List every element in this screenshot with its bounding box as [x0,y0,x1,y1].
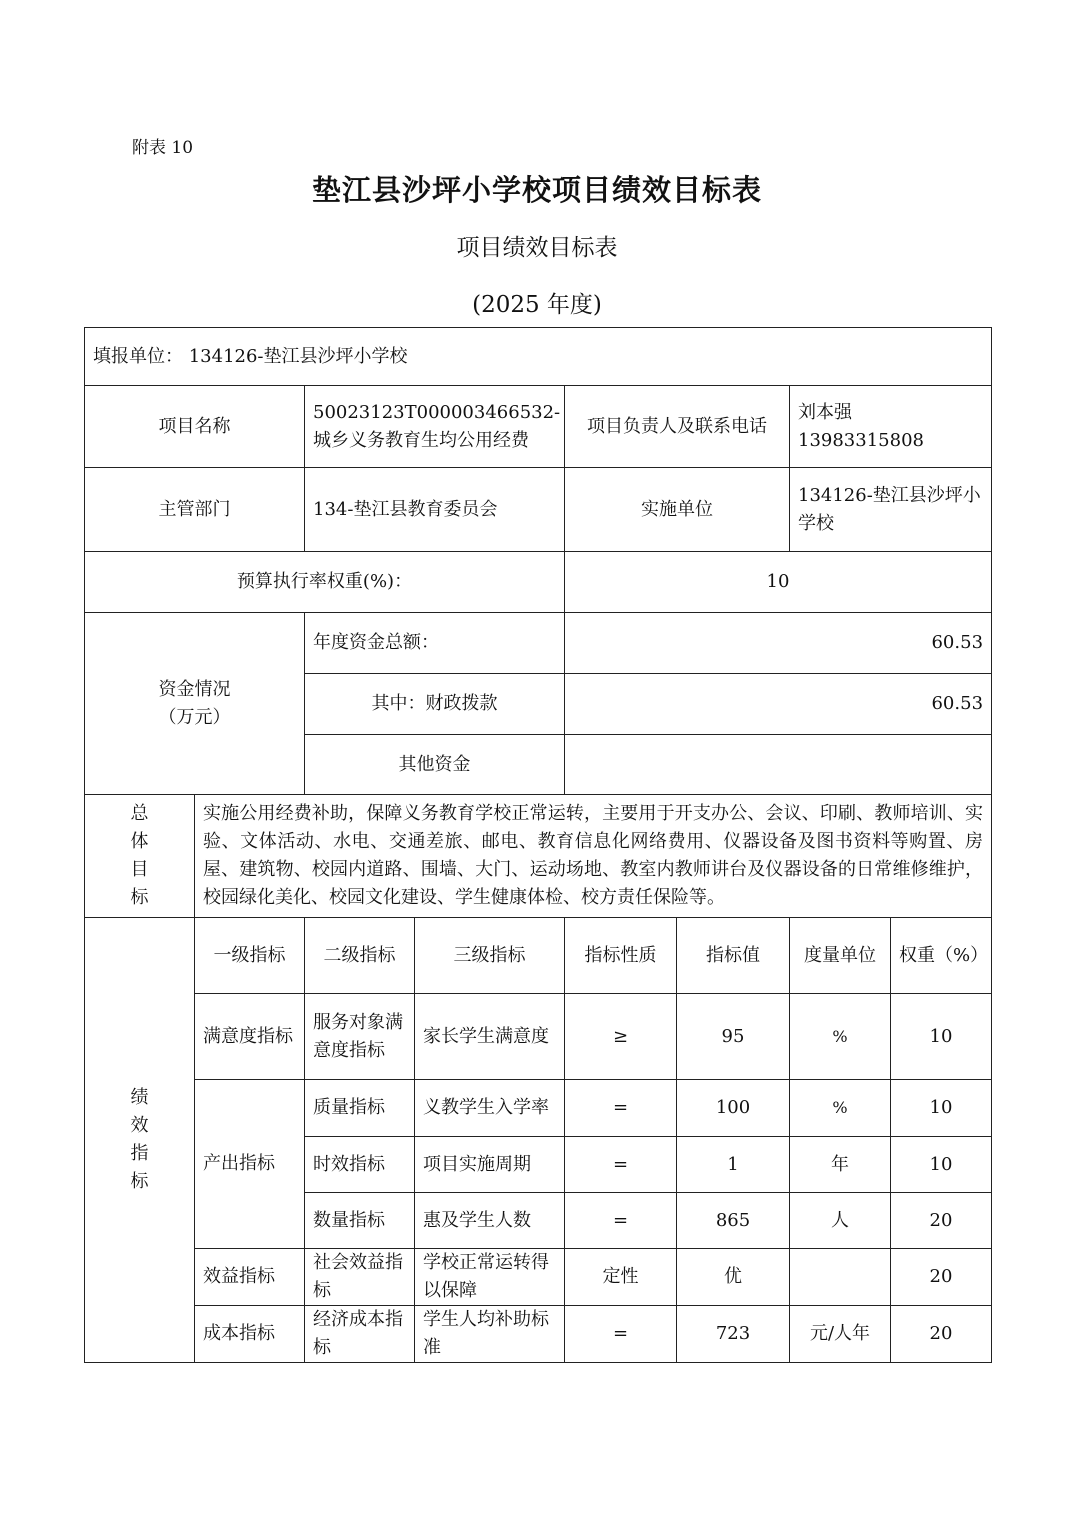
header-level3: 三级指标 [415,918,565,994]
budget-rate-value: 10 [565,552,992,613]
project-name-label: 项目名称 [85,386,305,468]
document-title: 垫江县沙坪小学校项目绩效目标表 [311,173,762,207]
department-label: 主管部门 [85,468,305,552]
level2-cell: 社会效益指标 [305,1249,415,1306]
goal-label-char: 标 [130,887,149,908]
level3-cell: 学生人均补助标准 [415,1306,565,1363]
table-row [85,1080,992,1137]
fiscal-label: 其中：财政拨款 [305,674,565,735]
nature-cell: ≥ [565,994,677,1080]
funds-label-unit: （万元） [158,706,231,728]
reporting-unit-row [85,328,992,386]
level2-cell: 时效指标 [305,1137,415,1193]
perf-label-char: 效 [130,1115,149,1136]
document-subtitle: 项目绩效目标表 [456,235,618,261]
nature-cell: = [565,1080,677,1137]
level2-cell: 数量指标 [305,1193,415,1249]
level1-cell: 效益指标 [195,1249,305,1306]
weight-cell: 10 [891,1137,992,1193]
total-label: 年度资金总额： [305,613,565,674]
header-level1: 一级指标 [195,918,305,994]
department-value: 134-垫江县教育委员会 [305,468,565,552]
budget-rate-label: 预算执行率权重(%)： [85,552,565,613]
unit-cell: 年 [790,1137,891,1193]
unit-cell [790,1249,891,1306]
level1-cell: 产出指标 [195,1080,305,1249]
goal-label-char: 总 [130,803,149,824]
level2-cell: 质量指标 [305,1080,415,1137]
perf-label-char: 指 [130,1143,149,1164]
total-value: 60.53 [565,613,992,674]
funds-label-main: 资金情况 [158,678,231,700]
implementer-value: 134126-垫江县沙坪小学校 [790,468,992,552]
level3-cell: 学校正常运转得以保障 [415,1249,565,1306]
level2-cell: 服务对象满意度指标 [305,994,415,1080]
weight-cell: 20 [891,1306,992,1363]
project-row [85,386,992,468]
performance-indicator-label [85,918,195,1363]
goal-label-char: 目 [130,859,149,880]
weight-cell: 10 [891,1080,992,1137]
leader-value: 刘本强 13983315808 [790,386,992,468]
fiscal-value: 60.53 [565,674,992,735]
header-nature: 指标性质 [565,918,677,994]
leader-label: 项目负责人及联系电话 [565,386,790,468]
value-cell: 优 [677,1249,790,1306]
value-cell: 865 [677,1193,790,1249]
overall-goal-label [85,795,195,918]
overall-goal-text: 实施公用经费补助，保障义务教育学校正常运转，主要用于开支办公、会议、印刷、教师培训、实验、文体活动、水电、交通差旅、邮电、教育信息化网络费用、仪器设备及图书资料等购置、房屋、建筑物、校园内道路、围墙、大门、运动场地、教室内教师讲台及仪器设备的日常维修维护，校园绿化美化、校园文化建设、学生健康体检、校方责任保险等。 [195,795,992,918]
value-cell: 100 [677,1080,790,1137]
header-weight: 权重（%） [891,918,992,994]
unit-cell: % [790,1080,891,1137]
table-row [85,1249,992,1306]
level3-cell: 项目实施周期 [415,1137,565,1193]
level1-cell: 满意度指标 [195,994,305,1080]
project-name-value: 50023123T000003466532-城乡义务教育生均公用经费 [305,386,565,468]
appendix-label: 附表 10 [132,138,194,158]
unit-cell: 人 [790,1193,891,1249]
overall-goal-row [85,795,992,918]
value-cell: 95 [677,994,790,1080]
performance-target-table [84,327,992,1363]
other-label: 其他资金 [305,735,565,795]
nature-cell: = [565,1137,677,1193]
other-value [565,735,992,795]
nature-cell: 定性 [565,1249,677,1306]
unit-cell: % [790,994,891,1080]
goal-label-char: 体 [130,831,149,852]
table-row [85,994,992,1080]
header-level2: 二级指标 [305,918,415,994]
indicator-header-row [85,918,992,994]
reporting-unit: 填报单位： 134126-垫江县沙坪小学校 [85,328,992,386]
funds-total-row [85,613,992,674]
unit-cell: 元/人年 [790,1306,891,1363]
perf-label-char: 绩 [130,1087,149,1108]
weight-cell: 20 [891,1193,992,1249]
table-row [85,1306,992,1363]
perf-label-char: 标 [130,1171,149,1192]
nature-cell: = [565,1306,677,1363]
value-cell: 1 [677,1137,790,1193]
level3-cell: 惠及学生人数 [415,1193,565,1249]
funds-label [85,613,305,795]
value-cell: 723 [677,1306,790,1363]
level3-cell: 义教学生入学率 [415,1080,565,1137]
department-row [85,468,992,552]
budget-rate-row [85,552,992,613]
level3-cell: 家长学生满意度 [415,994,565,1080]
level2-cell: 经济成本指标 [305,1306,415,1363]
level1-cell: 成本指标 [195,1306,305,1363]
header-unit: 度量单位 [790,918,891,994]
implementer-label: 实施单位 [565,468,790,552]
header-value: 指标值 [677,918,790,994]
weight-cell: 10 [891,994,992,1080]
document-year: (2025 年度) [472,292,602,318]
weight-cell: 20 [891,1249,992,1306]
nature-cell: = [565,1193,677,1249]
